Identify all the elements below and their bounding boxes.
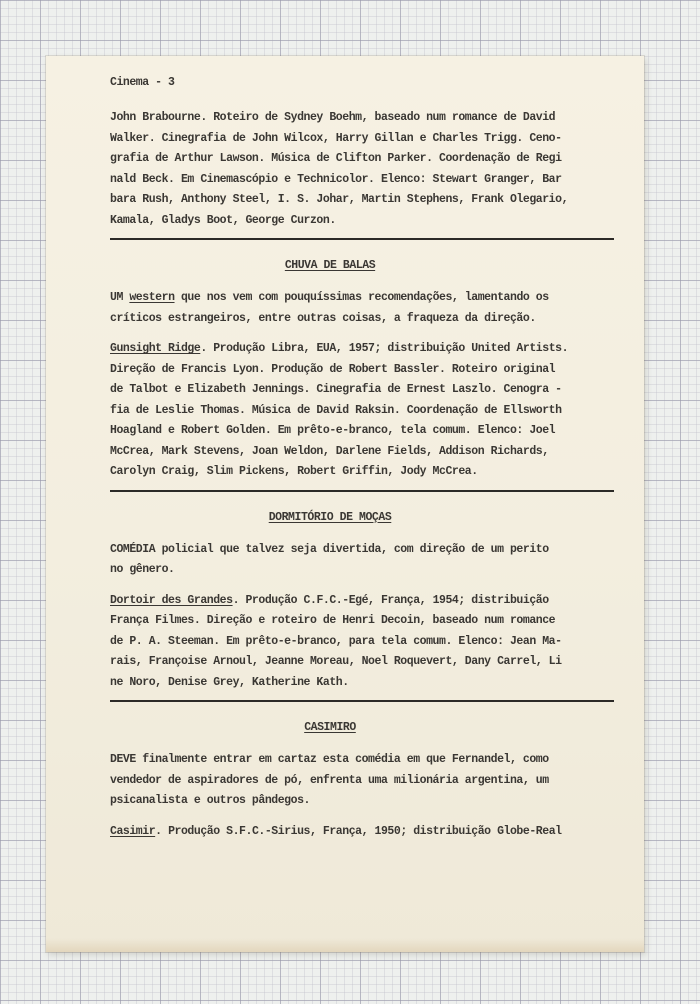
typewritten-page bbox=[46, 56, 644, 952]
text-line: grafia de Arthur Lawson. Música de Clifton Parker. Coordenação de Regi bbox=[110, 152, 562, 165]
text-line: de Talbot e Elizabeth Jennings. Cinegrafia de Ernest Laszlo. Cenogra - bbox=[110, 383, 562, 396]
text-line: nald Beck. Em Cinemascópio e Technicolor. Elenco: Stewart Granger, Bar bbox=[110, 172, 562, 186]
text-fragment: . Produção S.F.C.-Sirius, França, 1950; distribuição Globe-Real bbox=[155, 824, 562, 838]
text-fragment: . Produção Libra, EUA, 1957; distribuição United Artists. bbox=[200, 342, 569, 355]
original-title: Gunsight Ridge bbox=[110, 342, 201, 355]
original-title: Dortoir des Grandes bbox=[110, 593, 233, 607]
text-fragment: UM bbox=[110, 291, 130, 304]
section-title bbox=[110, 718, 550, 738]
intro-paragraph bbox=[110, 108, 630, 231]
review-paragraph bbox=[110, 540, 630, 581]
section-divider bbox=[110, 700, 614, 702]
section-title-text: CHUVA DE BALAS bbox=[284, 259, 376, 272]
review-paragraph bbox=[110, 750, 630, 812]
text-line: DEVE finalmente entrar em cartaz esta comédia em que Fernandel, como bbox=[110, 753, 549, 766]
text-line bbox=[110, 591, 630, 612]
text-line: John Brabourne. Roteiro de Sydney Boehm, baseado num romance de David bbox=[110, 111, 556, 124]
text-line: rais, Françoise Arnoul, Jeanne Moreau, Noel Roquevert, Dany Carrel, Li bbox=[110, 655, 562, 668]
text-line: fia de Leslie Thomas. Música de David Raksin. Coordenação de Ellsworth bbox=[110, 403, 562, 417]
paragraph-gap bbox=[110, 329, 630, 339]
text-line bbox=[110, 822, 630, 843]
text-line: Direção de Francis Lyon. Produção de Robert Bassler. Roteiro original bbox=[110, 362, 556, 376]
section-title-text: DORMITÓRIO DE MOÇAS bbox=[268, 510, 392, 524]
credits-paragraph bbox=[110, 591, 630, 694]
text-line bbox=[110, 339, 630, 360]
text-line bbox=[110, 288, 630, 309]
text-line: Hoagland e Robert Golden. Em prêto-e-branco, tela comum. Elenco: Joel bbox=[110, 424, 556, 437]
text-line: COMÉDIA policial que talvez seja divertida, com direção de um perito bbox=[110, 542, 549, 556]
review-paragraph bbox=[110, 288, 630, 329]
underlined-term: western bbox=[129, 291, 175, 304]
page-content bbox=[110, 73, 630, 842]
text-fragment: . Produção C.F.C.-Egé, França, 1954; distribuição bbox=[232, 593, 549, 607]
paragraph-gap bbox=[110, 581, 630, 591]
paragraph-gap bbox=[110, 812, 630, 822]
text-line: críticos estrangeiros, entre outras coisas, a fraqueza da direção. bbox=[110, 311, 536, 325]
text-line: bara Rush, Anthony Steel, I. S. Johar, Martin Stephens, Frank Olegario, bbox=[110, 193, 569, 206]
section-divider bbox=[110, 490, 614, 492]
text-line: McCrea, Mark Stevens, Joan Weldon, Darlene Fields, Addison Richards, bbox=[110, 444, 549, 458]
text-fragment: que nos vem com pouquíssimas recomendações, lamentando os bbox=[174, 291, 549, 304]
text-line: de P. A. Steeman. Em prêto-e-branco, para tela comum. Elenco: Jean Ma- bbox=[110, 634, 562, 648]
text-line: no gênero. bbox=[110, 563, 175, 576]
credits-paragraph bbox=[110, 339, 630, 483]
text-line: Kamala, Gladys Boot, George Curzon. bbox=[110, 213, 336, 227]
text-line: Carolyn Craig, Slim Pickens, Robert Griffin, Jody McCrea. bbox=[110, 465, 478, 478]
section-title-text: CASIMIRO bbox=[304, 721, 356, 734]
section-divider bbox=[110, 238, 614, 240]
page-header: Cinema - 3 bbox=[110, 76, 175, 89]
text-line: psicanalista e outros pândegos. bbox=[110, 794, 310, 807]
text-line: Walker. Cinegrafia de John Wilcox, Harry Gillan e Charles Trigg. Ceno- bbox=[110, 131, 562, 145]
text-line: ne Noro, Denise Grey, Katherine Kath. bbox=[110, 675, 349, 689]
text-line: França Filmes. Direção e roteiro de Henri Decoin, baseado num romance bbox=[110, 614, 556, 627]
text-line: vendedor de aspiradores de pó, enfrenta uma milionária argentina, um bbox=[110, 773, 549, 787]
original-title: Casimir bbox=[110, 824, 156, 838]
section-title bbox=[110, 256, 550, 276]
credits-paragraph bbox=[110, 822, 630, 843]
section-title bbox=[110, 508, 550, 528]
